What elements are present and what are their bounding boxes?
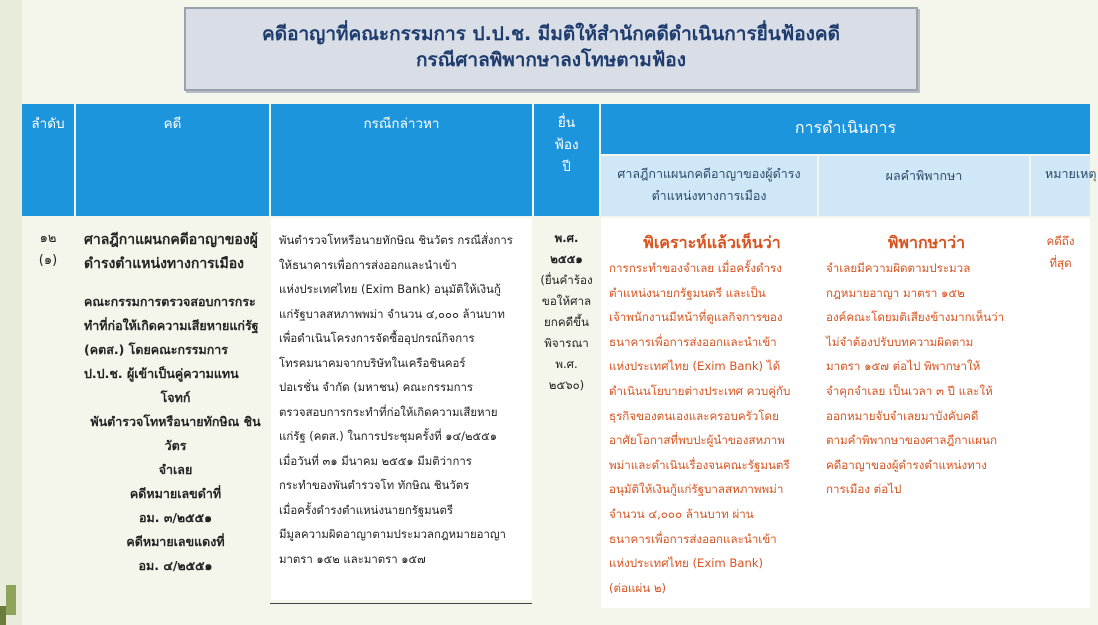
case-plaintiff-role: โจทก์ xyxy=(160,390,191,405)
title-line-2: กรณีศาลพิพากษาลงโทษตามฟ้อง xyxy=(416,49,686,71)
left-decorative-bar xyxy=(0,0,22,625)
black-case-number: อม. ๓/๒๕๕๑ xyxy=(138,510,213,525)
red-case-number: อม. ๔/๒๕๕๑ xyxy=(138,558,213,573)
case-defendant-role: จำเลย xyxy=(158,462,193,477)
row-order: ๑๒ (๑) xyxy=(38,231,58,268)
verdict-heading: พิพากษาว่า xyxy=(887,233,966,252)
case-court-title: ศาลฎีกาแผนกคดีอาญาของผู้ดำรงตำแหน่งทางการเมือง xyxy=(84,232,258,272)
continued-note: (ต่อแผ่น ๒) xyxy=(609,580,667,595)
title-line-1: คดีอาญาที่คณะกรรมการ ป.ป.ช. มีมติให้สำนักคดีดำเนินการยื่นฟ้องคดี xyxy=(262,23,840,45)
red-case-label: คดีหมายเลขแดงที่ xyxy=(126,534,225,549)
verdict-text: พิพากษาว่า จำเลยมีความผิดตามประมวล กฎหมายอาญา มาตรา ๑๕๒ องค์คณะโดยมติเสียงข้างมากเห็นว่า ไม่จำต้องปรับบทความผิดตาม มาตรา ๑๕๗ ต่อไป พิพากษาให้ จำคุกจำเลย เป็นเวลา ๓ ปี และให้ ออกหมายจับจำเลยมาบังคับคดี ตามคำพิพากษาของศาลฎีกาแผนก คดีอาญาของผู้ดำรงตำแหน่งทาง การเมือง ต่อไป xyxy=(826,230,1027,502)
header-action: การดำเนินการ xyxy=(601,104,1090,154)
accusation-text: พันตำรวจโทหรือนายทักษิณ ชินวัตร กรณีสั่งการ ให้ธนาคารเพื่อการส่งออกและนำเข้า แห่งประเทศไทย (Exim Bank) อนุมัติให้เงินกู้ แก่รัฐบาลสหภาพพม่า จำนวน ๔,๐๐๐ ล้านบาท เพื่อดำเนินโครงการจัดซื้ออุปกรณ์กิจการ โทรคมนาคมจากบริษัทในเครือชินคอร์ ปอเรชั่น จำกัด (มหาชน) คณะกรรมการ ตรวจสอบการกระทำที่ก่อให้เกิดความเสียหาย แก่รัฐ (คตส.) ในการประชุมครั้งที่ ๑๔/๒๕๕๑ เมื่อวันที่ ๓๑ มีนาคม ๒๕๕๑ มีมติว่าการ กระทำของพันตำรวจโท ทักษิณ ชินวัตร เมื่อครั้งดำรงตำแหน่งนายกรัฐมนตรี มีมูลความผิดอาญาตามประมวลกฎหมายอาญา มาตรา ๑๕๒ และมาตรา ๑๕๗ xyxy=(279,233,513,566)
court-heading: พิเคราะห์แล้วเห็นว่า xyxy=(643,233,781,252)
header-accusation: กรณีกล่าวหา xyxy=(271,104,532,216)
decorative-accent xyxy=(6,585,16,615)
slide-title-box xyxy=(184,7,918,91)
case-plaintiff: คณะกรรมการตรวจสอบการกระทำที่ก่อให้เกิดความเสียหายแก่รัฐ (คตส.) โดยคณะกรรมการ ป.ป.ช. ผู้เข้าเป็นคู่ความแทน xyxy=(84,294,259,381)
accusation-underline xyxy=(270,603,532,604)
remark-text: คดีถึง ที่สุด xyxy=(1046,234,1075,270)
header-case: คดี xyxy=(76,104,269,216)
header-verdict: ผลคำพิพากษา xyxy=(819,156,1029,216)
case-column xyxy=(84,228,267,578)
decorative-accent-dark xyxy=(0,606,6,625)
filed-year-text: พ.ศ. ๒๕๕๑ (ยื่นคำร้อง ขอให้ศาล ยกคดีขึ้น พิจารณา พ.ศ. ๒๕๖๐) xyxy=(540,231,593,392)
black-case-label: คดีหมายเลขดำที่ xyxy=(129,486,222,501)
case-defendant: พันตำรวจโทหรือนายทักษิณ ชินวัตร xyxy=(90,414,261,453)
header-remark: หมายเหตุ xyxy=(1031,156,1090,216)
header-order: ลำดับ xyxy=(22,104,74,216)
header-filed-year: ยื่นฟ้อง ปี xyxy=(534,104,599,216)
court-consideration-text: พิเคราะห์แล้วเห็นว่า การกระทำของจำเลย เมื่อครั้งดำรง ตำแหน่งนายกรัฐมนตรี และเป็น เจ้าพนักงานมีหน้าที่ดูแลกิจการของ ธนาคารเพื่อการส่งออกและนำเข้า แห่งประเทศไทย (Exim Bank) ได้ ดำเนินนโยบายต่างประเทศ ควบคู่กับ ธุรกิจของตนเองและครอบครัวโดย อาศัยโอกาสที่พบปะผู้นำของสหภาพ พม่าและดำเนินเรื่องจนคณะรัฐมนตรี อนุมัติให้เงินกู้แก่รัฐบาลสหภาพพม่า จำนวน ๔,๐๐๐ ล้านบาท ผ่าน ธนาคารเพื่อการส่งออกและนำเข้า แห่งประเทศไทย (Exim Bank) (ต่อแผ่น ๒) xyxy=(609,230,815,600)
header-court-division: ศาลฎีกาแผนกคดีอาญาของผู้ดำรงตำแหน่งทางการเมือง xyxy=(601,156,817,216)
